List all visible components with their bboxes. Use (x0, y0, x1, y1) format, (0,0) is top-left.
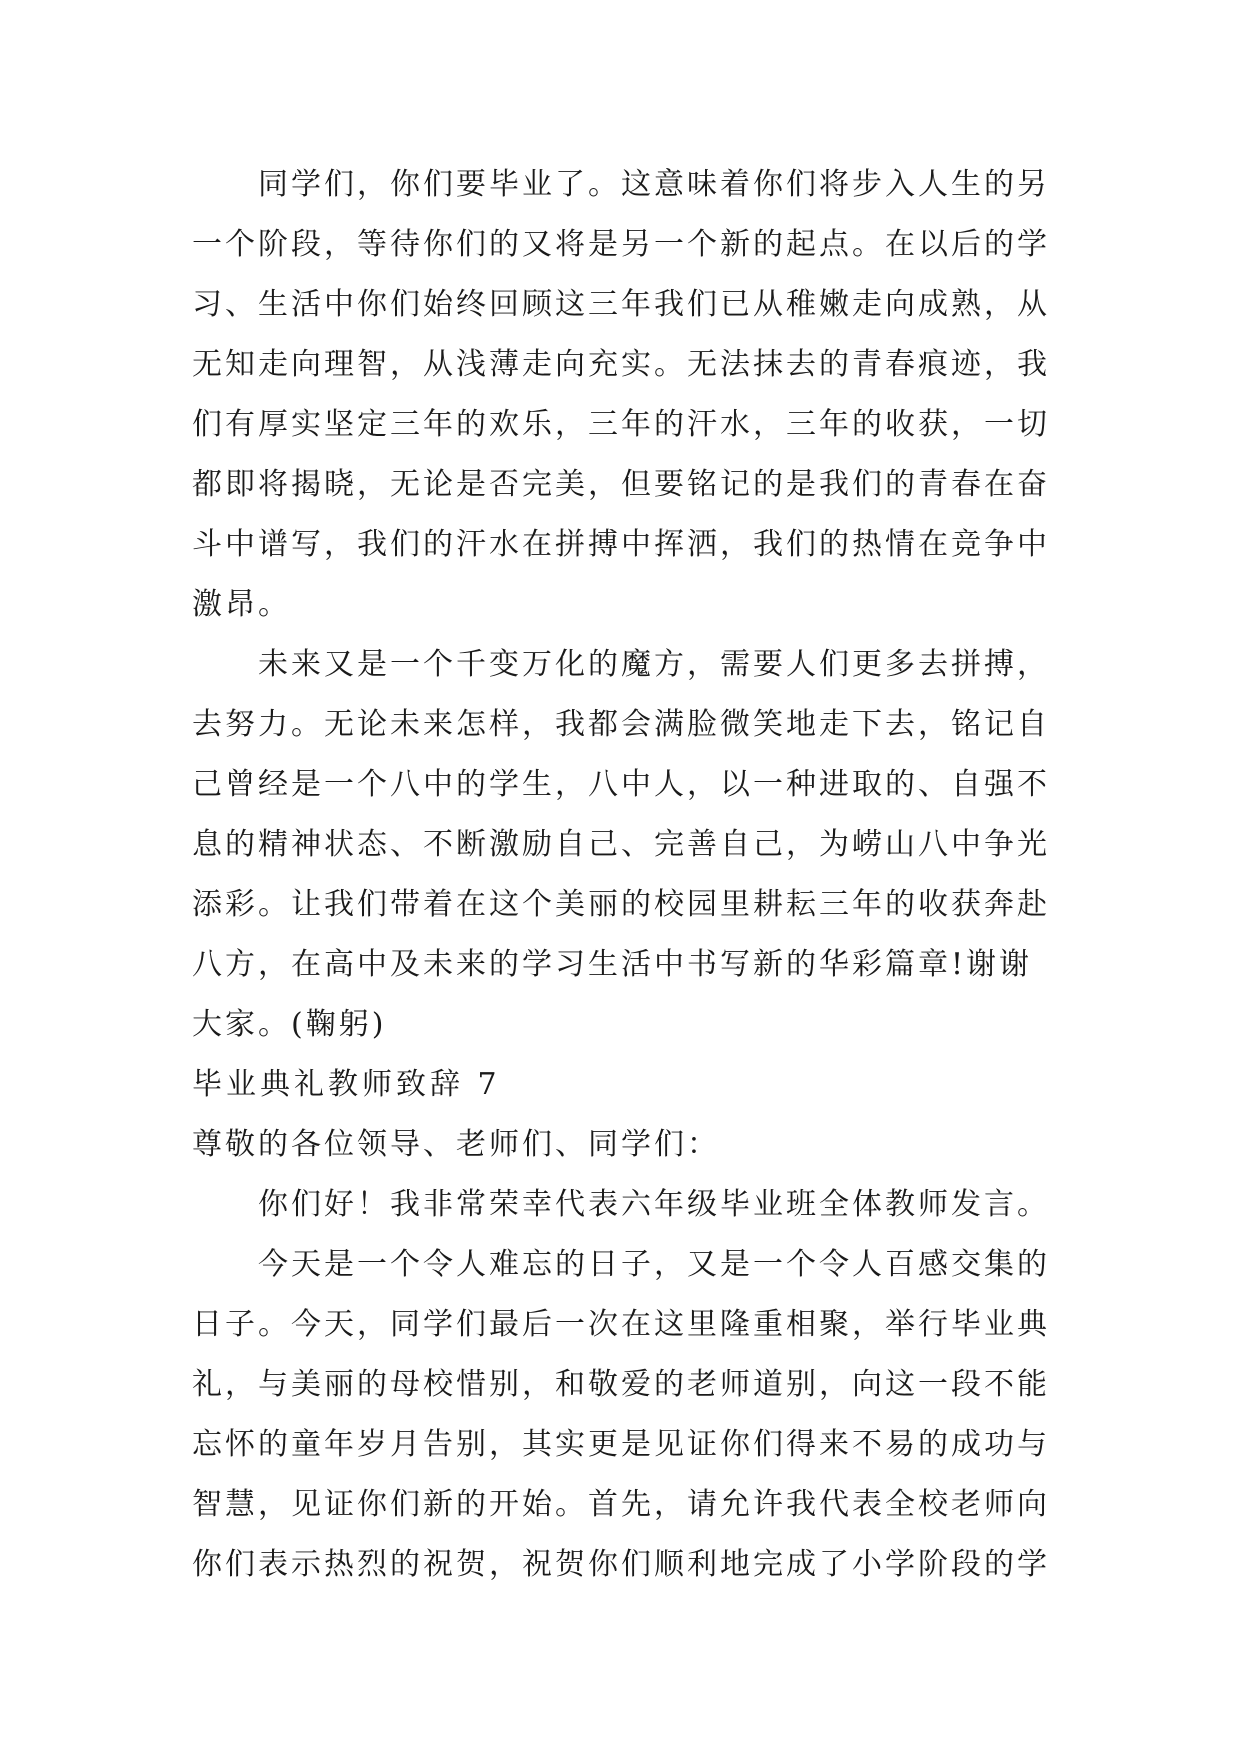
paragraph-line: 忘怀的童年岁月告别，其实更是见证你们得来不易的成功与 (192, 1427, 1050, 1462)
paragraph-line: 今天是一个令人难忘的日子，又是一个令人百感交集的 (258, 1247, 1050, 1282)
paragraph-line: 息的精神状态、不断激励自己、完善自己，为崂山八中争光 (192, 827, 1050, 862)
salutation: 尊敬的各位领导、老师们、同学们： (192, 1127, 720, 1162)
paragraph-line: 一个阶段，等待你们的又将是另一个新的起点。在以后的学 (192, 227, 1050, 262)
paragraph-line: 八方，在高中及未来的学习生活中书写新的华彩篇章!谢谢 (192, 947, 1033, 982)
paragraph-line: 激昂。 (192, 587, 291, 622)
paragraph-line: 添彩。让我们带着在这个美丽的校园里耕耘三年的收获奔赴 (192, 887, 1050, 922)
section-heading: 毕业典礼教师致辞 7 (192, 1067, 501, 1102)
paragraph-line: 智慧，见证你们新的开始。首先，请允许我代表全校老师向 (192, 1487, 1050, 1522)
paragraph-line: 无知走向理智，从浅薄走向充实。无法抹去的青春痕迹，我 (192, 347, 1050, 382)
paragraph-line: 斗中谱写，我们的汗水在拼搏中挥洒，我们的热情在竞争中 (192, 527, 1050, 562)
paragraph-line: 都即将揭晓，无论是否完美，但要铭记的是我们的青春在奋 (192, 467, 1050, 502)
paragraph-line: 你们表示热烈的祝贺，祝贺你们顺利地完成了小学阶段的学 (192, 1547, 1050, 1582)
paragraph-line: 同学们，你们要毕业了。这意味着你们将步入人生的另 (258, 167, 1050, 202)
paragraph-line: 大家。(鞠躬) (192, 1007, 387, 1042)
paragraph-line: 己曾经是一个八中的学生，八中人，以一种进取的、自强不 (192, 767, 1050, 802)
paragraph-line: 们有厚实坚定三年的欢乐，三年的汗水，三年的收获，一切 (192, 407, 1050, 442)
paragraph-line: 去努力。无论未来怎样，我都会满脸微笑地走下去，铭记自 (192, 707, 1050, 742)
paragraph-line: 习、生活中你们始终回顾这三年我们已从稚嫩走向成熟，从 (192, 287, 1050, 322)
paragraph-line: 未来又是一个千变万化的魔方，需要人们更多去拼搏， (258, 647, 1050, 682)
greeting-line: 你们好！我非常荣幸代表六年级毕业班全体教师发言。 (258, 1187, 1050, 1222)
paragraph-line: 日子。今天，同学们最后一次在这里隆重相聚，举行毕业典 (192, 1307, 1050, 1342)
paragraph-line: 礼，与美丽的母校惜别，和敬爱的老师道别，向这一段不能 (192, 1367, 1050, 1402)
